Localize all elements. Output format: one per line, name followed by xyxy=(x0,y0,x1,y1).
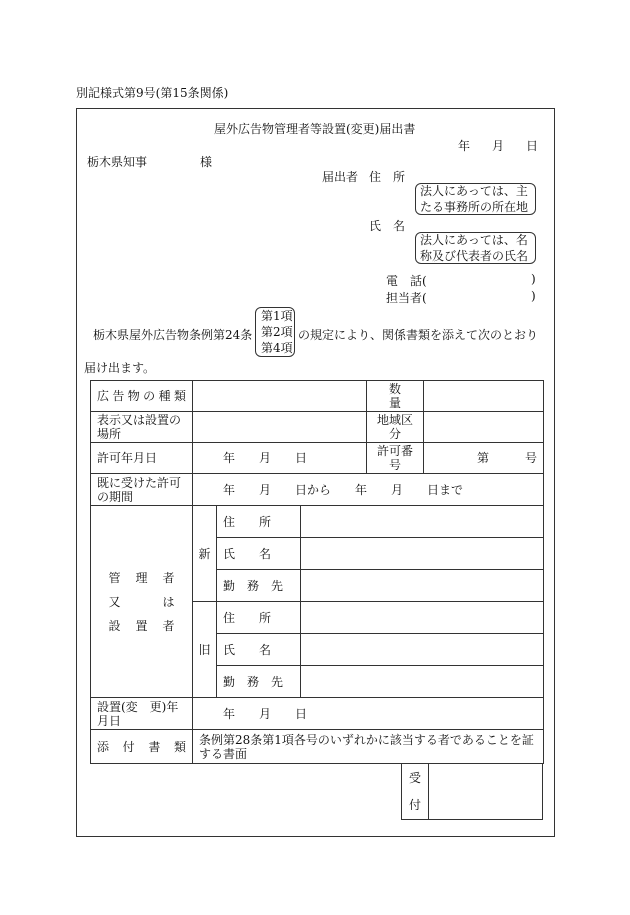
receipt-box xyxy=(401,763,543,820)
old-workplace-label: 勤 務 先 xyxy=(217,666,301,698)
person-close: ) xyxy=(531,289,536,303)
new-name-label: 氏 名 xyxy=(217,538,301,570)
body-prefix: 栃木県屋外広告物条例第24条 xyxy=(93,328,253,342)
old-address-field[interactable] xyxy=(301,602,544,634)
area-label: 地域区分 xyxy=(367,412,424,443)
area-field[interactable] xyxy=(424,412,544,443)
phone-label: 電 話( xyxy=(386,274,427,288)
old-name-field[interactable] xyxy=(301,634,544,666)
address-note-brace xyxy=(415,183,536,215)
address-note-line-2: たる事務所の所在地 xyxy=(420,200,529,214)
name-note-line-2: 称及び代表者の氏名 xyxy=(420,249,529,263)
name-label: 氏 名 xyxy=(369,219,406,233)
old-label: 旧 xyxy=(193,602,217,698)
body-items-brace xyxy=(255,307,295,357)
new-name-field[interactable] xyxy=(301,538,544,570)
new-workplace-label: 勤 務 先 xyxy=(217,570,301,602)
old-workplace-field[interactable] xyxy=(301,666,544,698)
form-title: 屋外広告物管理者等設置(変更)届出書 xyxy=(214,122,416,136)
addressee: 栃木県知事 xyxy=(87,155,148,169)
type-field[interactable] xyxy=(193,381,367,412)
address-note-line-1: 法人にあっては、主 xyxy=(420,184,528,198)
type-label: 広 告 物 の 種 類 xyxy=(91,381,193,412)
quantity-field[interactable] xyxy=(424,381,544,412)
setup-date-label: 設置(変 更)年月日 xyxy=(91,698,193,730)
form-number: 別記様式第9号(第15条関係) xyxy=(76,86,229,100)
receipt-label-1: 受 xyxy=(409,771,422,785)
old-name-label: 氏 名 xyxy=(217,634,301,666)
period-field[interactable]: 年 月 日から 年 月 日まで xyxy=(193,474,544,506)
period-label: 既に受けた許可の期間 xyxy=(91,474,193,506)
permit-date-field[interactable]: 年 月 日 xyxy=(193,443,367,474)
new-address-field[interactable] xyxy=(301,506,544,538)
manager-label: 管 理 者 又 は 設 置 者 xyxy=(91,506,193,698)
new-label: 新 xyxy=(193,506,217,602)
date-day: 日 xyxy=(526,139,539,153)
address-label: 住 所 xyxy=(369,170,406,184)
person-label: 担当者( xyxy=(386,291,427,305)
receipt-divider xyxy=(428,763,429,820)
attachment-value: 条例第28条第1項各号のいずれかに該当する者であることを証する書面 xyxy=(193,730,544,764)
receipt-label-2: 付 xyxy=(409,798,422,812)
form-table xyxy=(90,380,544,764)
body-item-2: 第2項 xyxy=(261,325,293,339)
honorific: 様 xyxy=(200,155,213,169)
applicant-label: 届出者 xyxy=(322,170,359,184)
date-month: 月 xyxy=(492,139,505,153)
date-year: 年 xyxy=(458,139,471,153)
permit-date-label: 許可年月日 xyxy=(91,443,193,474)
new-workplace-field[interactable] xyxy=(301,570,544,602)
body-item-1: 第1項 xyxy=(261,309,293,323)
name-note-brace xyxy=(415,232,536,264)
old-address-label: 住 所 xyxy=(217,602,301,634)
location-field[interactable] xyxy=(193,412,367,443)
setup-date-field[interactable]: 年 月 日 xyxy=(193,698,544,730)
body-item-3: 第4項 xyxy=(261,341,293,355)
body-line-2: 届け出ます。 xyxy=(84,361,156,375)
name-note-line-1: 法人にあっては、名 xyxy=(420,233,528,247)
quantity-label: 数 量 xyxy=(367,381,424,412)
attachment-label: 添 付 書 類 xyxy=(91,730,193,764)
body-suffix: の規定により、関係書類を添えて次のとおり xyxy=(298,328,539,342)
new-address-label: 住 所 xyxy=(217,506,301,538)
permit-number-field[interactable]: 第 号 xyxy=(424,443,544,474)
location-label: 表示又は設置の場所 xyxy=(91,412,193,443)
phone-close: ) xyxy=(531,272,536,286)
permit-number-label: 許可番号 xyxy=(367,443,424,474)
